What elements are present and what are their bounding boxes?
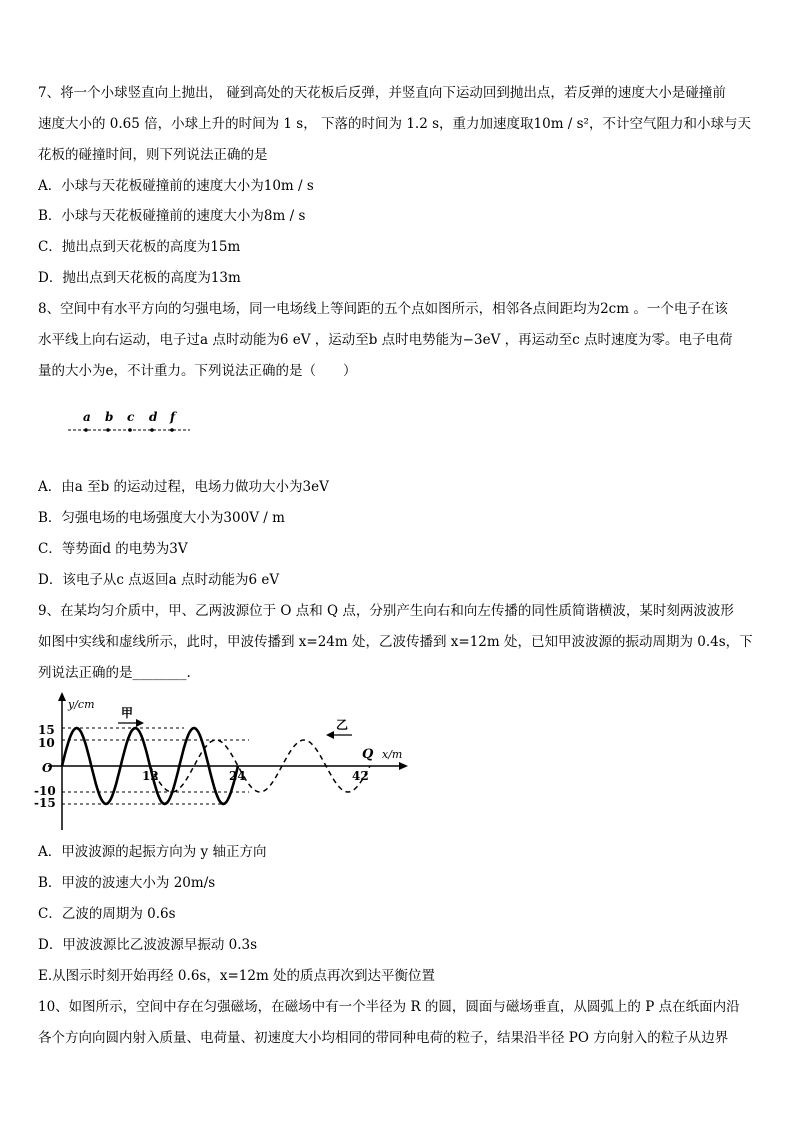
y-axis-arrow (58, 692, 66, 701)
q-point-label: Q (362, 747, 374, 762)
point-d-dot (150, 428, 154, 432)
q9-stem-line2: 如图中实线和虚线所示，此时，甲波传播到 x=24m 处，乙波传播到 x=12m 处，已知甲波波源的振动周期为 0.4s，下 (38, 634, 753, 650)
y-tick-15: 15 (38, 723, 55, 737)
point-c-label: c (127, 410, 135, 424)
q9-stem-line1: 9、在某均匀介质中，甲、乙两波源位于 O 点和 Q 点，分别产生向右和向左传播的同性质简谐横波，某时刻两波波形 (38, 603, 734, 619)
x-tick-12: 12 (142, 769, 159, 783)
q10-stem-line1: 10、如图所示，空间中存在匀强磁场，在磁场中有一个半径为 R 的圆，圆面与磁场垂直，从圆弧上的 P 点在纸面内沿 (38, 999, 740, 1015)
x-axis-label: x/m (382, 748, 403, 761)
point-d-label: d (149, 410, 158, 424)
q9-option-c: C．乙波的周期为 0.6s (38, 906, 176, 922)
q9-wave-graph (34, 692, 414, 832)
point-c-dot (128, 428, 132, 432)
y-tick-neg10: -10 (34, 784, 56, 798)
q8-field-line-diagram (66, 404, 196, 440)
q8-stem-line1: 8、空间中有水平方向的匀强电场，同一电场线上等间距的五个点如图所示，相邻各点间距均为2cm 。一个电子在该 (38, 301, 728, 317)
q8-option-c: C．等势面d 的电势为3V (38, 541, 188, 557)
q8-stem-line3: 量的大小为e，不计重力。下列说法正确的是（ ） (38, 363, 357, 379)
q7-stem-line3: 花板的碰撞时间，则下列说法正确的是 (38, 147, 268, 163)
x-axis-arrow (399, 762, 408, 770)
point-b-dot (106, 428, 110, 432)
origin-label: O (42, 761, 53, 775)
q7-option-b: B．小球与天花板碰撞前的速度大小为8m / s (38, 208, 306, 224)
y-axis-label: y/cm (68, 698, 95, 711)
q7-stem-line1: 7、将一个小球竖直向上抛出， 碰到高处的天花板后反弹，并竖直向下运动回到抛出点，若反弹的速度大小是碰撞前 (38, 85, 726, 101)
point-b-label: b (105, 410, 114, 424)
q8-stem-line2: 水平线上向右运动，电子过a 点时动能为6 eV ，运动至b 点时电势能为−3eV ，再运动至c 点时速度为零。电子电荷 (38, 332, 733, 348)
q8-option-d: D．该电子从c 点返回a 点时动能为6 eV (38, 572, 280, 588)
point-f-label: f (170, 410, 176, 424)
jia-direction-arrow-head (136, 719, 144, 727)
point-f-dot (170, 428, 174, 432)
point-a-label: a (83, 410, 91, 424)
x-tick-42: 42 (352, 769, 369, 783)
q9-option-d: D．甲波波源比乙波波源早振动 0.3s (38, 937, 258, 953)
y-tick-neg15: -15 (34, 796, 56, 810)
y-tick-10: 10 (38, 736, 55, 750)
q7-option-d: D．抛出点到天花板的高度为13m (38, 270, 241, 286)
q9-option-a: A．甲波波源的起振方向为 y 轴正方向 (38, 844, 267, 860)
q8-option-b: B．匀强电场的电场强度大小为300V / m (38, 510, 285, 526)
q7-gravity-value: 10m / s² (533, 116, 589, 132)
q9-stem-line3: 列说法正确的是________. (38, 665, 191, 681)
yi-wave-label: 乙 (336, 718, 349, 732)
x-tick-24: 24 (229, 769, 246, 783)
q7-stem-line2-c: ，不计空气阻力和小球与天 (588, 116, 751, 132)
q7-option-c: C．抛出点到天花板的高度为15m (38, 239, 241, 255)
q9-option-e: E.从图示时刻开始再经 0.6s，x=12m 处的质点再次到达平衡位置 (38, 968, 436, 984)
q9-option-b: B．甲波的波速大小为 20m/s (38, 875, 216, 891)
point-a-dot (84, 428, 88, 432)
q7-stem-line2-a: 速度大小的 0.65 倍，小球上升的时间为 1 s， 下落的时间为 1.2 s，重力加速度取 (38, 116, 534, 132)
q10-stem-line2: 各个方向向圆内射入质量、电荷量、初速度大小均相同的带同种电荷的粒子，结果沿半径 PO 方向射入的粒子从边界 (38, 1030, 729, 1046)
yi-direction-arrow-head (326, 731, 334, 739)
jia-wave-label: 甲 (121, 706, 134, 720)
q7-stem-line2 (38, 115, 751, 133)
q7-option-a: A．小球与天花板碰撞前的速度大小为10m / s (38, 178, 314, 194)
q8-option-a: A．由a 至b 的运动过程，电场力做功大小为3eV (38, 479, 329, 495)
